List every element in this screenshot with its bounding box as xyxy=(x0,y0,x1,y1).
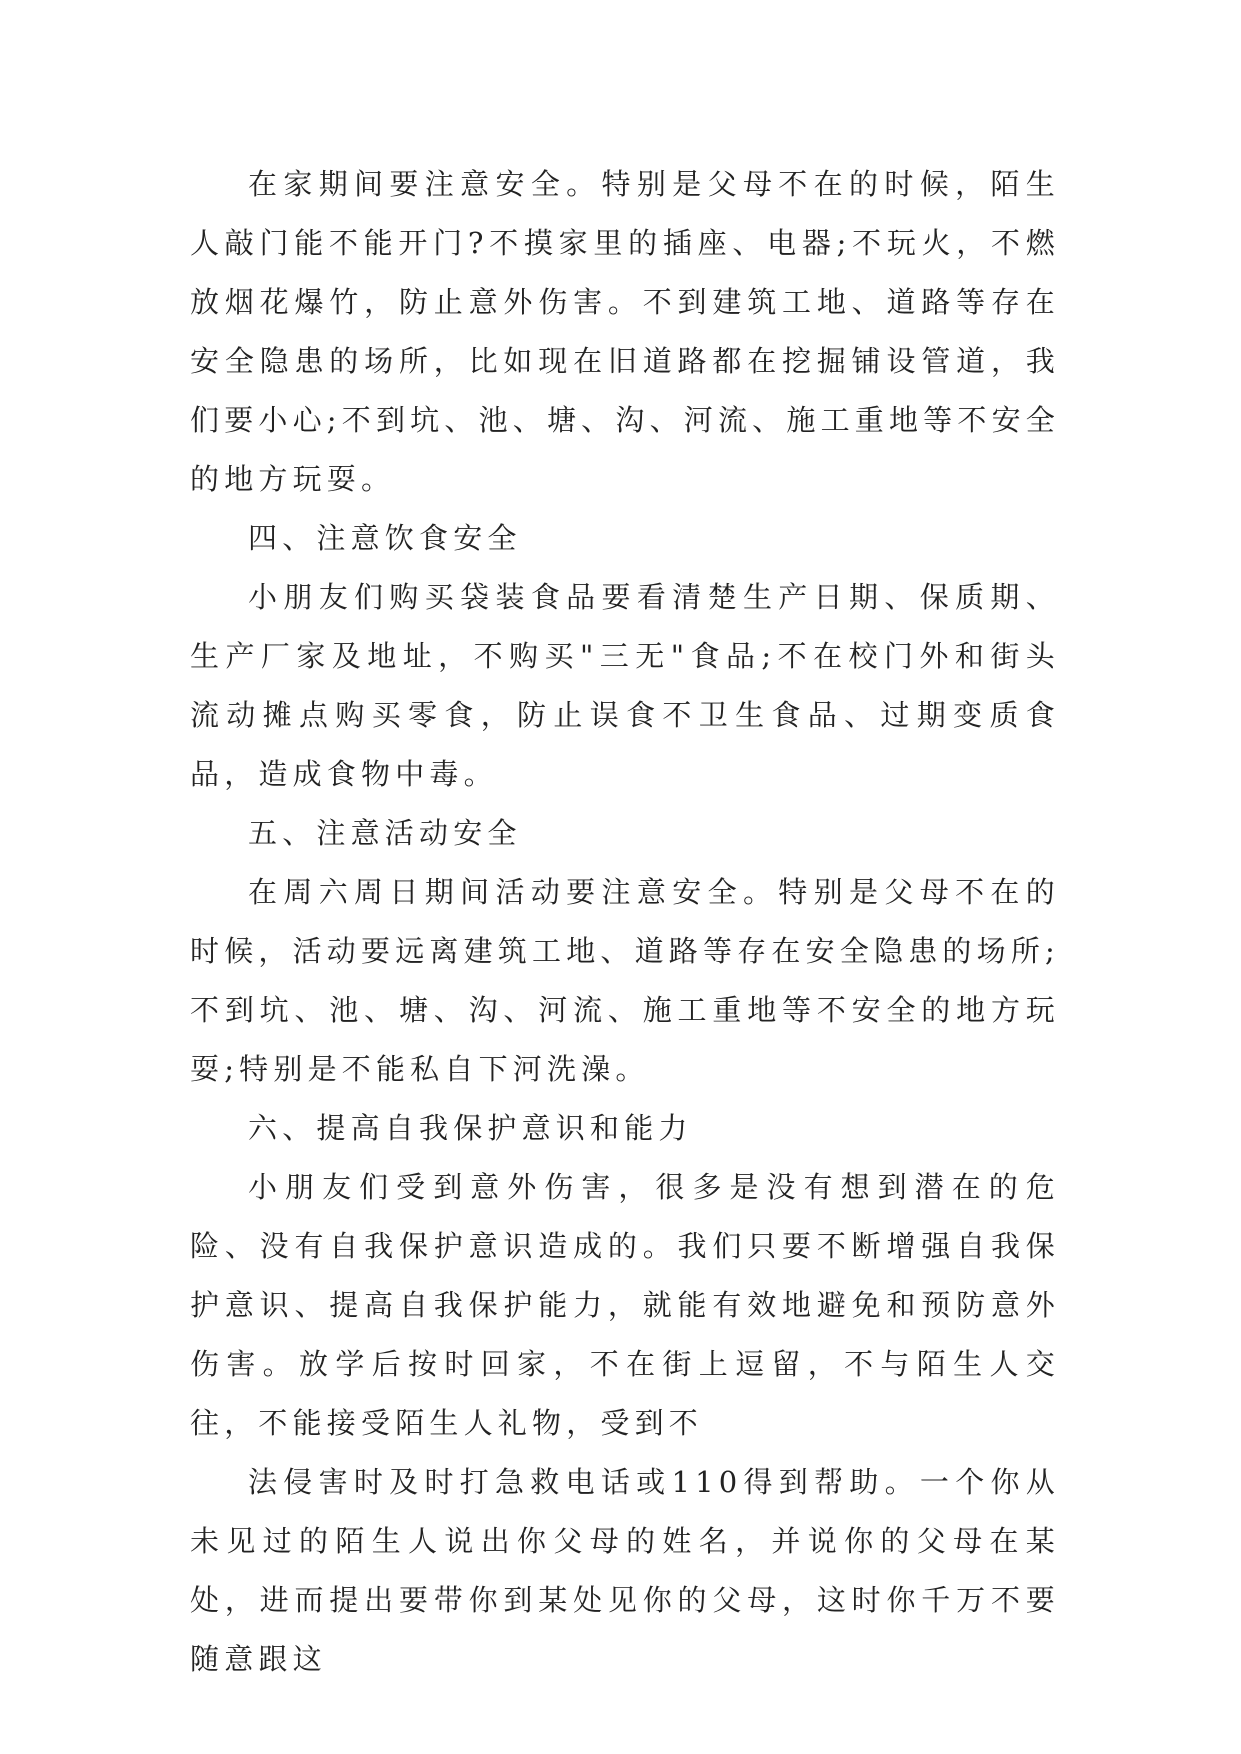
paragraph-activity-safety: 在周六周日期间活动要注意安全。特别是父母不在的时候，活动要远离建筑工地、道路等存在安全隐患的场所;不到坑、池、塘、沟、河流、施工重地等不安全的地方玩耍;特别是不能私自下河洗澡。 xyxy=(190,875,1060,1086)
paragraph-food-safety: 小朋友们购买袋装食品要看清楚生产日期、保质期、生产厂家及地址，不购买"三无"食品;不在校门外和街头流动摊点购买零食，防止误食不卫生食品、过期变质食品，造成食物中毒。 xyxy=(190,580,1060,791)
paragraph-home-safety: 在家期间要注意安全。特别是父母不在的时候，陌生人敲门能不能开门?不摸家里的插座、电器;不玩火，不燃放烟花爆竹，防止意外伤害。不到建筑工地、道路等存在安全隐患的场所，比如现在旧道路都在挖掘铺设管道，我们要小心;不到坑、池、塘、沟、河流、施工重地等不安全的地方玩耍。 xyxy=(190,167,1060,496)
document-body xyxy=(190,155,1060,1689)
section-heading-self-protection: 六、提高自我保护意识和能力 xyxy=(248,1111,693,1145)
paragraph-self-protection: 小朋友们受到意外伤害，很多是没有想到潜在的危险、没有自我保护意识造成的。我们只要不断增强自我保护意识、提高自我保护能力，就能有效地避免和预防意外伤害。放学后按时回家，不在街上逗留，不与陌生人交往，不能接受陌生人礼物，受到不 xyxy=(190,1170,1060,1440)
section-heading-food-safety: 四、注意饮食安全 xyxy=(248,521,522,555)
paragraph-self-protection-continued: 法侵害时及时打急救电话或110得到帮助。一个你从未见过的陌生人说出你父母的姓名，并说你的父母在某处，进而提出要带你到某处见你的父母，这时你千万不要随意跟这 xyxy=(190,1465,1060,1676)
section-heading-activity-safety: 五、注意活动安全 xyxy=(248,816,522,850)
